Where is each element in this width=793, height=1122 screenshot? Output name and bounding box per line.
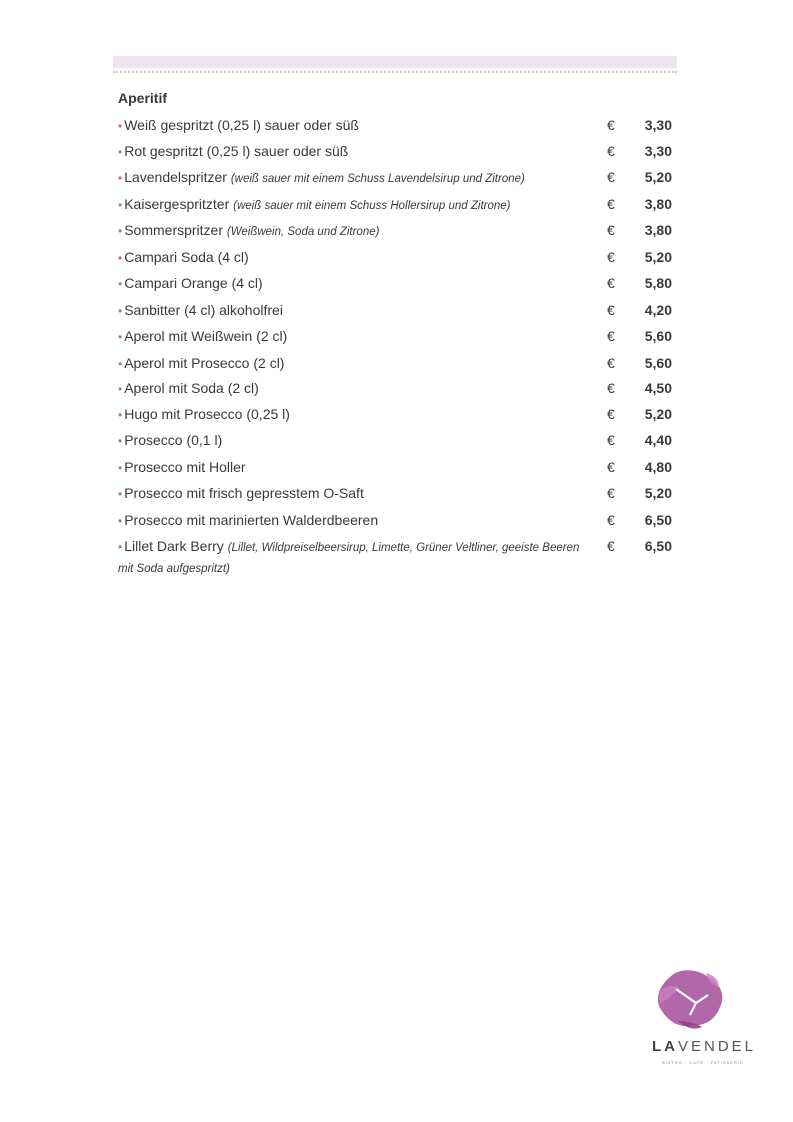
menu-item-name: Aperol mit Prosecco (2 cl) [124,355,285,371]
menu-item [118,274,678,301]
menu-item-price: 6,50 [644,512,672,528]
menu-item [118,431,678,458]
menu-item [118,537,678,577]
menu-item [118,301,678,327]
menu-item-description [118,511,588,531]
menu-item [118,354,678,379]
menu-item-description [118,354,588,374]
brand-wordmark-rest: VENDEL [678,1038,757,1055]
currency-symbol: € [607,355,615,371]
menu-item-price: 5,60 [644,328,672,344]
bullet-icon: • [118,251,123,265]
menu-item-price: 3,30 [644,143,672,159]
menu-item-price: 3,80 [644,222,672,238]
menu-item-description [118,195,588,216]
menu-item-price: 4,50 [644,380,672,396]
currency-symbol: € [607,196,615,212]
menu-item-price: 3,80 [644,196,672,212]
dotted-divider [113,71,677,73]
bullet-icon: • [118,330,123,344]
bullet-icon: • [118,171,123,185]
menu-item-name: Prosecco mit marinierten Walderdbeeren [124,512,379,528]
menu-item-price: 5,20 [644,406,672,422]
menu-item [118,248,678,274]
menu-item-note: (Weißwein, Soda und Zitrone) [226,226,380,238]
currency-symbol: € [607,249,615,265]
menu-item-price: 4,20 [644,302,672,318]
menu-item-description [118,405,588,425]
menu-item-name: Lavendelspritzer [124,169,227,185]
bullet-icon: • [118,357,123,371]
bullet-icon: • [118,277,123,291]
menu-item-description [118,379,588,399]
bullet-icon: • [118,487,123,501]
lavender-splash-icon [650,965,730,1035]
currency-symbol: € [607,512,615,528]
menu-item-price: 6,50 [644,538,672,554]
menu-item [118,195,678,221]
menu-item-price: 4,40 [644,432,672,448]
menu-item-note: (weiß sauer mit einem Schuss Lavendelsirup und Zitrone) [230,173,525,185]
bullet-icon: • [118,408,123,422]
menu-item-name: Campari Soda (4 cl) [124,249,249,265]
currency-symbol: € [607,380,615,396]
currency-symbol: € [607,169,615,185]
menu-item-name: Sanbitter (4 cl) alkoholfrei [124,302,283,318]
menu-item [118,405,678,431]
menu-item-description [118,248,588,268]
header-bar [113,56,677,68]
menu-item-note: (weiß sauer mit einem Schuss Hollersirup und Zitrone) [233,200,511,212]
menu-item-description [118,274,588,294]
bullet-icon: • [118,514,123,528]
menu-list [118,116,678,577]
menu-item-name: Rot gespritzt (0,25 l) sauer oder süß [124,143,349,159]
bullet-icon: • [118,434,123,448]
currency-symbol: € [607,302,615,318]
currency-symbol: € [607,275,615,291]
brand-wordmark [652,1038,756,1055]
menu-item-name: Aperol mit Weißwein (2 cl) [124,328,288,344]
menu-item-name: Hugo mit Prosecco (0,25 l) [124,406,290,422]
menu-item [118,484,678,511]
currency-symbol: € [607,117,615,133]
currency-symbol: € [607,485,615,501]
currency-symbol: € [607,459,615,475]
menu-item-name: Prosecco (0,1 l) [124,432,223,448]
menu-item-price: 5,80 [644,275,672,291]
bullet-icon: • [118,224,123,238]
menu-item-description [118,327,588,347]
menu-item-description [118,221,588,242]
menu-item-description [118,168,588,189]
menu-item-name: Prosecco mit Holler [124,459,246,475]
menu-item-name: Kaisergespritzter [124,196,230,212]
menu-item-price: 4,80 [644,459,672,475]
currency-symbol: € [607,328,615,344]
currency-symbol: € [607,432,615,448]
brand-wordmark-bold: LA [652,1038,678,1055]
menu-item-name: Prosecco mit frisch gepresstem O-Saft [124,485,364,501]
bullet-icon: • [118,461,123,475]
menu-item-description [118,431,588,451]
bullet-icon: • [118,145,123,159]
menu-item [118,221,678,248]
menu-item-price: 5,20 [644,485,672,501]
menu-item-description [118,116,588,136]
menu-item [118,168,678,195]
bullet-icon: • [118,119,123,133]
currency-symbol: € [607,406,615,422]
menu-item-name: Lillet Dark Berry [124,538,224,554]
menu-item [118,116,678,142]
menu-item-description [118,458,588,478]
menu-item-description [118,484,588,504]
currency-symbol: € [607,222,615,238]
menu-item [118,142,678,168]
menu-item-name: Sommerspritzer [124,222,223,238]
menu-item-description [118,301,588,321]
menu-item-description [118,537,588,579]
menu-item-note: (Lillet, Wildpreiselbeersirup, Limette, Grüner Veltliner, geeiste Beeren mit Soda aufgespritzt) [118,542,580,575]
section-title: Aperitif [118,90,167,106]
menu-item-description [118,142,588,162]
menu-item [118,458,678,484]
menu-item [118,511,678,537]
bullet-icon: • [118,382,123,396]
currency-symbol: € [607,143,615,159]
menu-item-name: Weiß gespritzt (0,25 l) sauer oder süß [124,117,359,133]
menu-item-price: 5,20 [644,249,672,265]
bullet-icon: • [118,540,123,554]
brand-logo [640,965,757,1075]
menu-item-price: 5,20 [644,169,672,185]
bullet-icon: • [118,198,123,212]
menu-item-name: Campari Orange (4 cl) [124,275,263,291]
currency-symbol: € [607,538,615,554]
menu-item-name: Aperol mit Soda (2 cl) [124,380,259,396]
menu-item [118,327,678,354]
menu-item-price: 5,60 [644,355,672,371]
bullet-icon: • [118,304,123,318]
menu-item-price: 3,30 [644,117,672,133]
brand-tagline: BISTRO · CAFÉ · PATISSERIE [662,1060,744,1065]
menu-item [118,379,678,405]
